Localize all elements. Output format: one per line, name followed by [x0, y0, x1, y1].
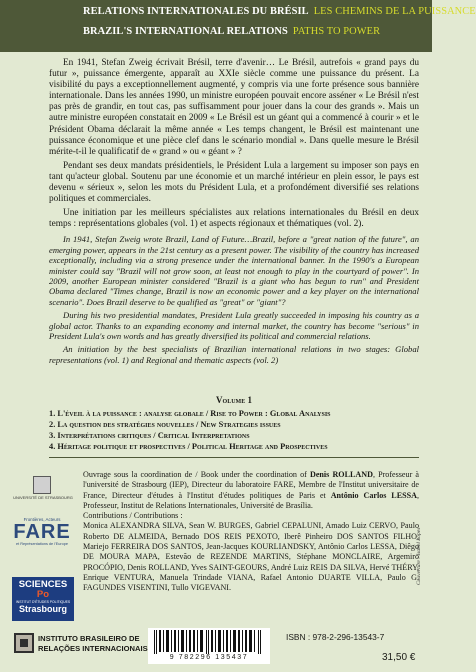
volume-item: 4. Héritage politique et prospectives / Political Heritage and Prospectives: [49, 442, 328, 451]
english-paragraph-2: During his two presidential mandates, President Lula greatly succeeded in imposing his country as a global actor. Thanks to an expanding economy and internal market, the country has become "serious" in President Lula's own words and has greatly diversified its political and commercial relations.: [49, 310, 419, 342]
strasbourg-logo-text: UNIVERSITÉ DE STRASBOURG: [13, 495, 73, 500]
fare-logo-top: Frontières, Acteurs: [23, 517, 61, 522]
header-line-english: [83, 25, 432, 39]
french-paragraph-3: Une initiation par les meilleurs spécialistes aux relations internationales du Brésil en deux temps : représentations globales (vol. 1) et aspects régionaux et thématiques (vol. 2).: [49, 208, 419, 230]
fare-logo: [8, 517, 76, 546]
contributors-list: Monica ALEXANDRA SILVA, Sean W. BURGES, Gabriel CEPALUNI, Amado Luiz CERVO, Paulo Roberto DE ALMEIDA, Bernado DOS REIS PEXOTO, Iberê Pinheiro DOS SANTOS FILHO, Mariejo FERREIRA DOS SANTOS, Jean-Jacques KOURLIANDSKY, Antônio Carlos LESSA, Diêgo DE MOURA MAPA, Estevão de REZENDE MARTINS, Stéphane MONCLAIRE, Argemiro PROCÓPIO, Denis ROLLAND, Yves SAINT-GEOURS, André Luiz REIS DA SILVA, Hervé THÉRY, Enrique VENTURA, Manuela Trindade VIANA, Rafael Antonio DUARTE VILLA, Paulo G. FAGUNDES VISENTINI, Tullo VIGEVANI.: [83, 521, 419, 593]
ibri-logo-text: INSTITUTO BRASILEIRO DE RELAÇÕES INTERNACIONAIS: [38, 634, 148, 653]
series-title-french: RELATIONS INTERNATIONALES DU BRÉSIL: [83, 6, 309, 17]
isbn: ISBN : 978-2-296-13543-7: [286, 632, 385, 642]
series-title-english: BRAZIL'S INTERNATIONAL RELATIONS: [83, 26, 288, 37]
french-paragraph-1: En 1941, Stefan Zweig écrivait Brésil, terre d'avenir… Le Brésil, autrefois « grand pays du futur », puissance émergente, apparaît au XXIe siècle comme une puissance du présent. La visibilité du pays a exceptionnellement augmenté, y compris via une forte présence sous bannière internationale. Dans les années 1990, un ministre européen pouvait encore asséner « Le Brésil n'est pas près de grandir, en tout cas, pas suffisamment pour jouer dans la cour des grands ». Mais un autre ministre européen constatait en 2009 « Le Brésil est un géant qui a commencé à courir » et le Président Obama déclarait la même année « Les temps changent, le Brésil est maintenant une puissance économique et une pièce clef dans le scénario mondial ». Dans quelle mesure le Brésil mérite-t-il le qualificatif de « grand » ou « géant » ?: [49, 58, 419, 157]
strasbourg-university-logo: [11, 476, 75, 502]
ibri-logo-icon: [14, 633, 34, 653]
header-line-french: [83, 5, 476, 19]
divider: [49, 457, 419, 458]
blurb: [49, 58, 419, 368]
header-banner: [0, 0, 476, 52]
sciences-po-city: Strasbourg: [18, 604, 67, 614]
french-blurb: [49, 58, 419, 230]
volume-contents: [49, 395, 419, 458]
barcode-icon: [154, 630, 264, 654]
volume-item: 2. La question des stratégies nouvelles / New Strategies issues: [49, 420, 281, 429]
editor-description: , Professeur, Institut de Relations Internationales, Université de Brasília.: [83, 490, 419, 510]
english-paragraph-1: In 1941, Stefan Zweig wrote Brazil, Land of Future…Brazil, before a "great nation of the future", an emerging power, appears in the 21st century as a present power. The visibility of the country has increased exceptionally, including via a strong presence under the international banner. In the 1990's a European minister could say "Brazil will not grow soon, at least not enough to play in the courtyard of power". In 2009, another European minister considered "Brazil is a giant who has begun to run" and President Obama declared "Times change, Brazil is now an economic power and a key player on the international scenario". Does Brazil deserve to be qualified as "great" or "giant"?: [49, 234, 419, 307]
french-paragraph-2: Pendant ses deux mandats présidentiels, le Président Lula a largement su imposer son pays en tant qu'acteur global. Soutenu par une économie et un marché intérieur en plein essor, le pays est devenu « sérieux », selon les mots du Président Lula, et a profondément diversifié ses relations politiques et commerciales.: [49, 160, 419, 205]
sciences-po-title: SCIENCES Po: [18, 579, 68, 600]
volume-item: 3. Interprétations critiques / Critical Interpretations: [49, 431, 250, 440]
book-title-french: LES CHEMINS DE LA PUISSANCE: [313, 6, 476, 17]
volume-item: 1. L'éveil à la puissance : analyse globale / Rise to Power : Global Analysis: [49, 409, 331, 418]
strasbourg-emblem-icon: [33, 476, 51, 494]
price: 31,50 €: [382, 652, 416, 663]
barcode-number: 9 782296 135437: [169, 654, 249, 661]
sciences-po-sub: INSTITUT D'ÉTUDES POLITIQUES: [15, 600, 71, 604]
editor-description: , Professeur à l'université de Strasbourg (IEP), Directeur du laboratoire FARE, Membre de l'Institut universitaire de France, Directeur d'études à l'Institut d'études politiques de Paris et: [83, 470, 420, 500]
credits: [83, 470, 419, 594]
sciences-po-logo: [12, 577, 74, 621]
volume-title: Volume 1: [216, 395, 252, 405]
barcode: [148, 628, 270, 664]
cover-credit: Couverture : Isabel Lopes: [416, 527, 422, 585]
english-blurb: [49, 234, 419, 365]
coordination-intro: Ouvrage sous la coordination de / Book under the coordination of: [83, 470, 307, 479]
contributions-label: Contributions / Contributions :: [83, 511, 183, 521]
fare-logo-text: FARE: [13, 521, 71, 543]
fare-logo-sub: et Représentations de l'Europe: [15, 542, 69, 546]
english-paragraph-3: An initiation by the best specialists of Brazilian international relations in two stages: Global representations (vol. 1) and Regional and thematic aspects (vol. 2): [49, 344, 419, 365]
book-title-english: PATHS TO POWER: [292, 26, 381, 37]
editor-name: Antônio Carlos LESSA: [330, 490, 417, 500]
editor-name: Denis ROLLAND: [309, 470, 373, 479]
